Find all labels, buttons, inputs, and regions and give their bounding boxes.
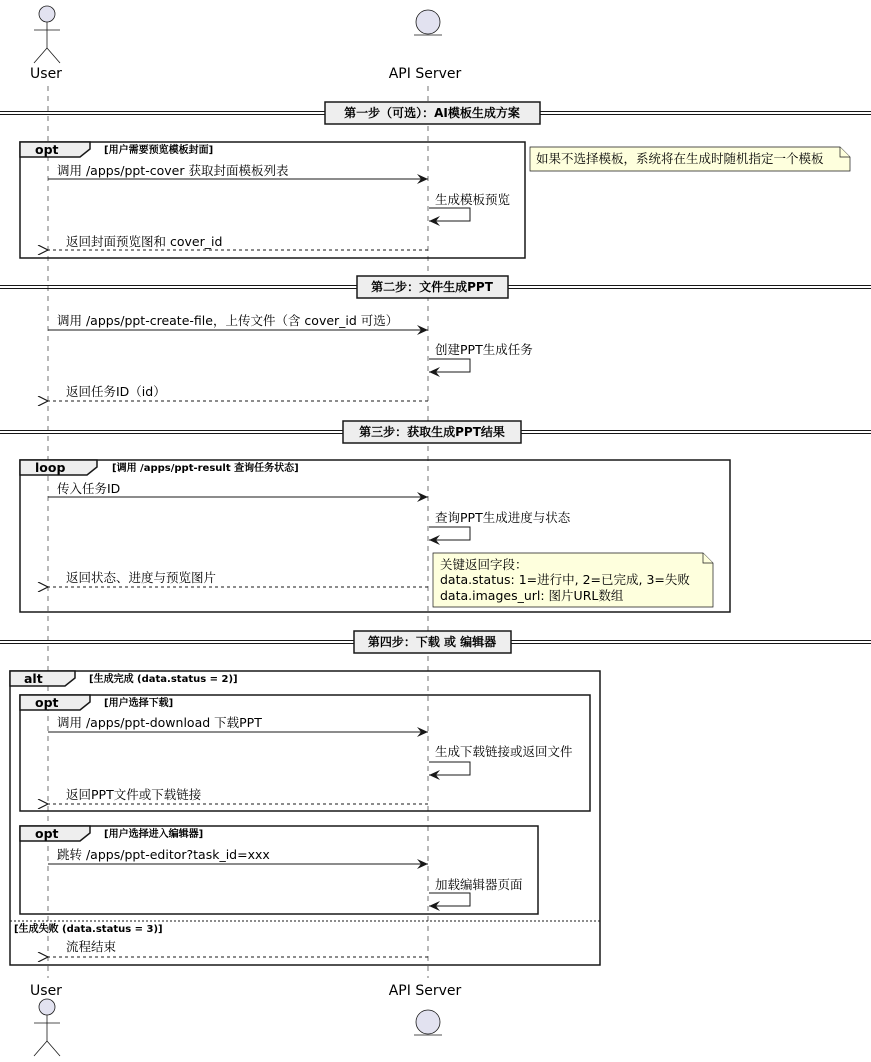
- note-step1-text: 如果不选择模板，系统将在生成时随机指定一个模板: [536, 151, 824, 166]
- server-entity-bottom: [389, 983, 462, 1035]
- opt-frame-editor: [20, 826, 538, 914]
- return-flow-end: [48, 939, 428, 957]
- user-actor-bottom-icon: [39, 999, 55, 1015]
- message-pass-task-id-label: 传入任务ID: [57, 481, 121, 496]
- self-message-download-link: [429, 744, 573, 775]
- message-download: [48, 715, 428, 732]
- alt-else-guard: [生成失败 (data.status = 3)]: [14, 924, 163, 935]
- self-message-query-status: [429, 510, 571, 540]
- server-entity-bottom-name: API Server: [388, 983, 462, 999]
- separator-step3: [0, 421, 871, 443]
- return-task-id: [48, 384, 428, 401]
- server-entity-top: [389, 10, 462, 82]
- server-entity-icon: [416, 10, 440, 34]
- separator-step2: [0, 276, 871, 298]
- self-message-load-editor: [429, 877, 523, 906]
- note-step3-line-2: data.status: 1=进行中, 2=已完成, 3=失败: [440, 572, 690, 587]
- return-status: [48, 570, 428, 587]
- alt-frame-step4-guard: [生成完成 (data.status = 2)]: [89, 674, 238, 685]
- message-download-label: 调用 /apps/ppt-download 下载PPT: [57, 715, 262, 730]
- server-entity-name: API Server: [388, 66, 462, 82]
- separator-step4-label: 第四步：下载 或 编辑器: [367, 635, 497, 649]
- user-actor-bottom-name: User: [30, 983, 62, 999]
- alt-frame-step4-kind: alt: [24, 671, 43, 686]
- separator-step1: [0, 102, 871, 124]
- separator-step2-label: 第二步：文件生成PPT: [371, 280, 493, 294]
- user-actor-name: User: [30, 66, 62, 82]
- server-entity-bottom-icon: [416, 1010, 440, 1034]
- separator-step4: [0, 631, 871, 653]
- opt-frame-editor-kind: opt: [35, 826, 59, 841]
- self-message-load-editor-label: 加载编辑器页面: [435, 877, 523, 892]
- message-get-cover: [48, 163, 428, 179]
- message-editor-label: 跳转 /apps/ppt-editor?task_id=xxx: [57, 847, 270, 862]
- opt-frame-download-guard: [用户选择下载]: [104, 698, 174, 709]
- self-message-create-task-label: 创建PPT生成任务: [435, 342, 533, 357]
- loop-frame-step3-guard: [调用 /apps/ppt-result 查询任务状态]: [112, 463, 299, 474]
- note-step3-line-1: 关键返回字段：: [440, 557, 528, 572]
- return-cover-label: 返回封面预览图和 cover_id: [66, 234, 223, 249]
- self-message-create-task: [429, 342, 533, 372]
- note-step1: [530, 147, 850, 171]
- separator-step1-label: 第一步（可选）：AI模板生成方案: [344, 106, 520, 120]
- opt-frame-step1-guard: [用户需要预览模板封面]: [104, 145, 214, 156]
- return-download-label: 返回PPT文件或下载链接: [66, 787, 202, 802]
- return-flow-end-label: 流程结束: [66, 939, 117, 954]
- return-download: [48, 787, 428, 804]
- return-cover: [48, 234, 428, 250]
- user-actor-icon: [39, 6, 55, 22]
- message-create-file: [48, 313, 428, 330]
- opt-frame-download-kind: opt: [35, 695, 59, 710]
- self-message-preview: [429, 192, 510, 221]
- message-editor: [48, 847, 428, 864]
- self-message-query-status-label: 查询PPT生成进度与状态: [435, 510, 571, 525]
- loop-frame-step3-kind: loop: [35, 460, 66, 475]
- opt-frame-step1-kind: opt: [35, 142, 59, 157]
- opt-frame-editor-guard: [用户选择进入编辑器]: [104, 829, 204, 840]
- note-step3: [433, 553, 713, 607]
- user-actor-top: [30, 6, 62, 82]
- return-task-id-label: 返回任务ID（id）: [66, 384, 166, 399]
- message-create-file-label: 调用 /apps/ppt-create-file，上传文件（含 cover_id 可选）: [57, 313, 399, 328]
- message-pass-task-id: [48, 481, 428, 497]
- message-get-cover-label: 调用 /apps/ppt-cover 获取封面模板列表: [57, 163, 289, 178]
- self-message-preview-label: 生成模板预览: [435, 192, 511, 207]
- user-actor-bottom: [30, 983, 62, 1056]
- note-step3-line-3: data.images_url: 图片URL数组: [440, 588, 624, 603]
- return-status-label: 返回状态、进度与预览图片: [66, 570, 217, 585]
- separator-step3-label: 第三步：获取生成PPT结果: [359, 425, 505, 439]
- self-message-download-link-label: 生成下载链接或返回文件: [435, 744, 573, 759]
